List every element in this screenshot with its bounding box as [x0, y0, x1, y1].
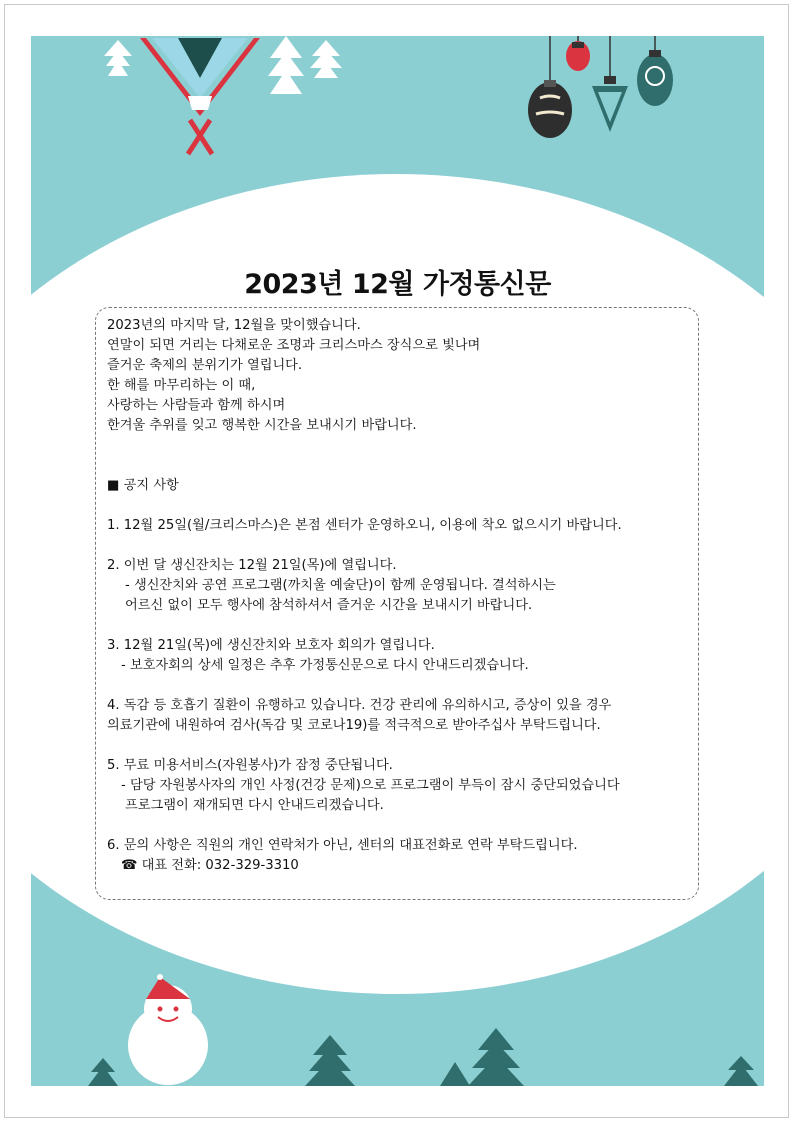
banner-decoration-icon	[100, 36, 360, 166]
white-tree-icon	[104, 40, 132, 76]
notice-item-2-detail: 어르신 없이 모두 행사에 참석하셔서 즐거운 시간을 보내시기 바랍니다.	[125, 598, 533, 613]
tree-icon	[305, 1035, 355, 1086]
tree-icon	[88, 1058, 118, 1086]
intro-line: 한겨울 추위를 잊고 행복한 시간을 보내시기 바랍니다.	[107, 418, 417, 433]
notice-item-6: 6. 문의 사항은 직원의 개인 연락처가 아닌, 센터의 대표전화로 연락 부탁드립니다.	[107, 838, 578, 853]
intro-line: 사랑하는 사람들과 함께 하시며	[107, 398, 286, 413]
notice-item-2-detail: - 생신잔치와 공연 프로그램(까치울 예술단)이 함께 운영됩니다. 결석하시는	[125, 578, 556, 593]
notice-item-5: 5. 무료 미용서비스(자원봉사)가 잠정 중단됩니다.	[107, 758, 393, 773]
ornament-decoration-icon	[520, 36, 690, 146]
intro-line: 2023년의 마지막 달, 12월을 맞이했습니다.	[107, 318, 361, 333]
notice-item-2: 2. 이번 달 생신잔치는 12월 21일(목)에 열립니다.	[107, 558, 397, 573]
newsletter-content	[107, 316, 697, 876]
notice-heading: ■ 공지 사항	[107, 478, 179, 493]
notice-item-5-detail: 프로그램이 재개되면 다시 안내드리겠습니다.	[125, 798, 384, 813]
notice-item-5-detail: - 담당 자원봉사자의 개인 사정(건강 문제)으로 프로그램이 부득이 잠시 중단되었습니다	[121, 778, 620, 793]
tree-icon	[440, 1062, 470, 1086]
notice-item-3: 3. 12월 21일(목)에 생신잔치와 보호자 회의가 열립니다.	[107, 638, 435, 653]
intro-line: 즐거운 축제의 분위기가 열립니다.	[107, 358, 303, 373]
snowman-icon	[120, 975, 220, 1087]
phone-number: ☎ 대표 전화: 032-329-3310	[121, 858, 299, 873]
notice-item-3-detail: - 보호자회의 상세 일정은 추후 가정통신문으로 다시 안내드리겠습니다.	[121, 658, 529, 673]
tree-icon	[468, 1028, 524, 1086]
intro-line: 한 해를 마무리하는 이 때,	[107, 378, 256, 393]
notice-item-4-detail: 의료기관에 내원하여 검사(독감 및 코로나19)를 적극적으로 받아주십사 부탁드립니다.	[107, 718, 601, 733]
notice-item-1: 1. 12월 25일(월/크리스마스)은 본점 센터가 운영하오니, 이용에 착오 없으시기 바랍니다.	[107, 518, 622, 533]
page-title: 2023년 12월 가정통신문	[244, 269, 551, 300]
tree-icon	[724, 1056, 758, 1086]
notice-item-4: 4. 독감 등 호흡기 질환이 유행하고 있습니다. 건강 관리에 유의하시고, 증상이 있을 경우	[107, 698, 612, 713]
intro-line: 연말이 되면 거리는 다채로운 조명과 크리스마스 장식으로 빛나며	[107, 338, 481, 353]
